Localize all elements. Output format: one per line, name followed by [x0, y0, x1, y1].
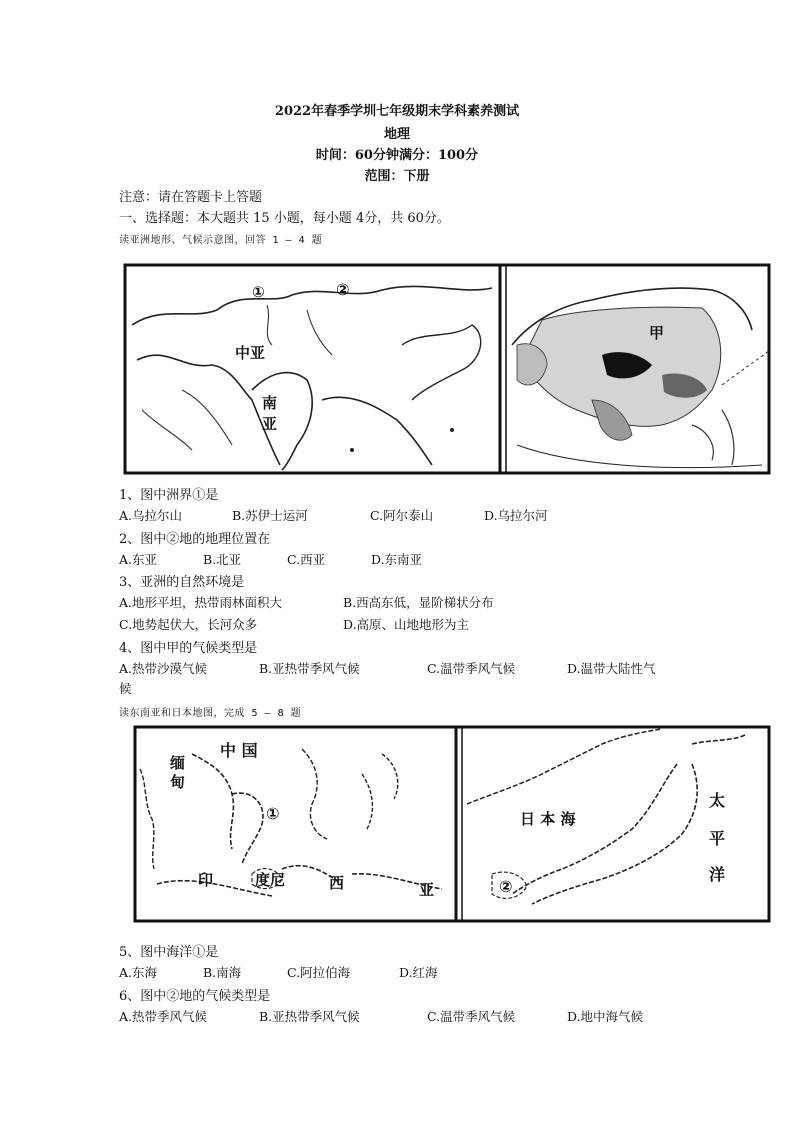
q4-option-c: C.温带季风气候	[427, 661, 516, 676]
q4-option-a: A.热带沙漠气候	[119, 661, 208, 676]
label-myanmar-2: 甸	[170, 773, 186, 791]
q1-option-d: D.乌拉尔河	[484, 508, 548, 523]
map2-marker-2: ②	[499, 877, 513, 896]
asia-map-drawing	[122, 250, 772, 475]
question-intro-1-4: 读亚洲地形、气候示意图，回答 1 — 4 题	[119, 235, 323, 246]
question-intro-5-8: 读东南亚和日本地图，完成 5 — 8 题	[119, 708, 302, 719]
label-indonesia-2: 度尼	[255, 871, 286, 889]
scope: 范围：下册	[364, 169, 430, 184]
q2-option-a: A.东亚	[119, 552, 158, 567]
q6-option-d: D.地中海气候	[567, 1009, 644, 1024]
label-jia: 甲	[649, 324, 665, 342]
label-indonesia-4: 亚	[419, 881, 435, 899]
map2-marker-1: ①	[266, 804, 280, 823]
section-heading: 一、选择题：本大题共 15 小题，每小题 4分，共 60分。	[119, 211, 450, 226]
label-pacific-2: 平	[709, 829, 726, 848]
q5-option-b: B.南海	[203, 965, 242, 980]
question-5-stem: 5、图中海洋①是	[119, 945, 219, 960]
q1-option-c: C.阿尔泰山	[370, 508, 434, 523]
q2-option-c: C.西亚	[287, 552, 326, 567]
map1-marker-2: ②	[336, 280, 350, 299]
q1-option-a: A.乌拉尔山	[119, 508, 183, 523]
question-3-stem: 3、亚洲的自然环境是	[119, 575, 245, 590]
label-indonesia-1: 印	[198, 871, 214, 889]
subject-title: 地理	[383, 127, 410, 142]
label-central-asia: 中亚	[235, 344, 266, 362]
label-pacific-3: 洋	[709, 865, 726, 884]
q2-option-d: D.东南亚	[371, 552, 423, 567]
q5-option-d: D.红海	[399, 965, 438, 980]
q6-option-b: B.亚热带季风气候	[259, 1009, 360, 1024]
q5-option-a: A.东海	[119, 965, 158, 980]
q6-option-c: C.温带季风气候	[427, 1009, 516, 1024]
q6-option-a: A.热带季风气候	[119, 1009, 208, 1024]
label-indonesia-3: 西	[329, 874, 345, 892]
question-4-stem: 4、图中甲的气候类型是	[119, 641, 258, 656]
southeast-asia-japan-map-figure	[132, 724, 772, 924]
label-south-asia-1: 南	[262, 394, 278, 412]
q3-option-c: C.地势起伏大，长河众多	[119, 617, 258, 632]
q3-option-b: B.西高东低，显阶梯状分布	[343, 595, 494, 610]
notice: 注意：请在答题卡上答题	[119, 190, 263, 205]
q1-option-b: B.苏伊士运河	[232, 508, 308, 523]
q3-option-a: A.地形平坦，热带雨林面积大	[119, 595, 283, 610]
q2-option-b: B.北亚	[203, 552, 242, 567]
label-south-asia-2: 亚	[262, 415, 278, 433]
label-sea-of-japan: 日 本 海	[520, 810, 576, 828]
q4-option-d-wrap: 候	[119, 681, 132, 696]
q4-option-b: B.亚热带季风气候	[259, 661, 360, 676]
q5-option-c: C.阿拉伯海	[287, 965, 351, 980]
exam-title: 2022年春季学圳七年级期末学科素养测试	[274, 104, 520, 119]
q3-option-d: D.高原、山地地形为主	[343, 617, 470, 632]
label-myanmar-1: 缅	[170, 754, 186, 772]
label-china: 中 国	[220, 741, 258, 760]
asia-map-figure	[122, 250, 772, 475]
q4-option-d: D.温带大陆性气	[567, 661, 656, 676]
question-2-stem: 2、图中②地的地理位置在	[119, 532, 271, 547]
label-pacific-1: 太	[709, 791, 726, 810]
question-1-stem: 1、图中洲界①是	[119, 488, 219, 503]
map1-marker-1: ①	[252, 283, 265, 301]
time-score: 时间：60分钟满分：100分	[315, 148, 479, 163]
question-6-stem: 6、图中②地的气候类型是	[119, 989, 271, 1004]
